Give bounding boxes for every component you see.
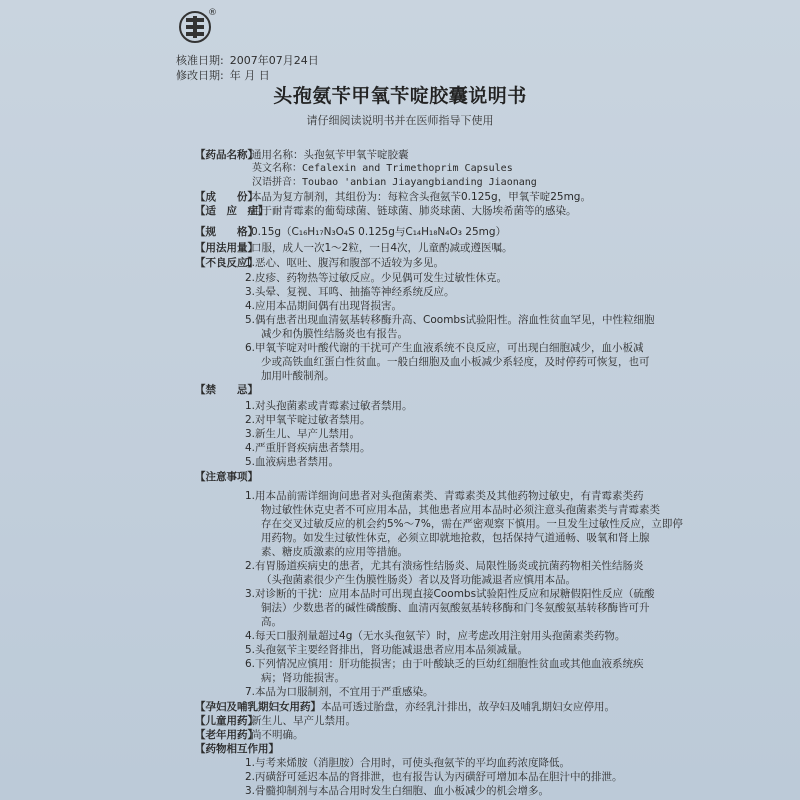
company-logo-icon (178, 10, 212, 44)
indication-label: 【适 应 症】 (195, 205, 269, 217)
caution-line: 素、糖皮质激素的应用等措施。 (261, 546, 408, 558)
indication-text: 用于耐青霉素的葡萄球菌、链球菌、肺炎球菌、大肠埃希菌等的感染。 (251, 205, 577, 217)
pinyin-name: 汉语拼音：Toubao 'anbian Jiayangbianding Jiaonang (252, 177, 537, 188)
english-name: 英文名称：Cefalexin and Trimethoprim Capsules (252, 163, 513, 174)
adverse-row (195, 256, 258, 270)
caution-line: 4.每天口服剂量超过4g（无水头孢氨苄）时，应考虑改用注射用头孢菌素类药物。 (245, 630, 626, 642)
approval-date-label: 核准日期: (176, 54, 224, 67)
adverse-line: 3.头晕、复视、耳鸣、抽搐等神经系统反应。 (245, 286, 455, 298)
caution-line: 铜法）少数患者的碱性磷酸酶、血清丙氨酸氨基转移酶和门冬氨酸氨基转移酶皆可升 (261, 602, 650, 614)
document-title: 头孢氨苄甲氧苄啶胶囊说明书 (273, 85, 527, 107)
document-subtitle: 请仔细阅读说明书并在医师指导下使用 (306, 114, 494, 127)
contra-line: 5.血液病患者禁用。 (245, 456, 340, 468)
adverse-line: 5.偶有患者出现血清氨基转移酶升高、Coombs试验阳性。溶血性贫血罕见，中性粒细胞 (245, 314, 655, 326)
contra-line: 3.新生儿、早产儿禁用。 (245, 428, 361, 440)
indication-row (195, 204, 577, 218)
pregnancy-label: 【孕妇及哺乳期妇女用药】 (195, 701, 321, 713)
adverse-line: 4.应用本品期间偶有出现肾损害。 (245, 300, 403, 312)
adverse-line: 减少和伪膜性结肠炎也有报告。 (261, 328, 408, 340)
caution-line: 3.对诊断的干扰：应用本品时可出现直接Coombs试验阳性反应和尿糖假阳性反应（硫酸 (245, 588, 655, 600)
adverse-line: 1.恶心、呕吐、腹泻和腹部不适较为多见。 (245, 257, 445, 269)
pregnancy-text: 本品可透过胎盘，亦经乳汁排出，故孕妇及哺乳期妇女应停用。 (321, 701, 615, 713)
caution-line: 用药物。如发生过敏性休克，必须立即就地抢救，包括保持气道通畅、吸氧和肾上腺 (261, 532, 650, 544)
interaction-label: 【药物相互作用】 (195, 743, 279, 755)
caution-label: 【注意事项】 (195, 471, 258, 483)
elderly-label: 【老年用药】 (195, 729, 258, 741)
contra-line: 4.严重肝肾疾病患者禁用。 (245, 442, 371, 454)
spec-row (195, 225, 506, 239)
generic-name: 通用名称：头孢氨苄甲氧苄啶胶囊 (251, 149, 409, 161)
caution-line: 病；肾功能损害。 (261, 672, 345, 684)
composition-row (195, 190, 591, 204)
spec-label: 【规 格】 (195, 226, 258, 238)
contra-row (195, 383, 258, 397)
approval-date-row (176, 52, 319, 68)
caution-line: 6.下列情况应慎用：肝功能损害；由于叶酸缺乏的巨幼红细胞性贫血或其他血液系统疾 (245, 658, 644, 670)
spec-text: 0.15g（C₁₆H₁₇N₃O₄S 0.125g与C₁₄H₁₈N₄O₃ 25mg） (251, 226, 507, 238)
adverse-label: 【不良反应】 (195, 257, 258, 269)
caution-line: （头孢菌素很少产生伪膜性肠炎）者以及肾功能减退者应慎用本品。 (261, 574, 576, 586)
children-label: 【儿童用药】 (195, 715, 258, 727)
contra-line: 1.对头孢菌素或青霉素过敏者禁用。 (245, 400, 413, 412)
contra-line: 2.对甲氧苄啶过敏者禁用。 (245, 414, 371, 426)
caution-line: 1.用本品前需详细询问患者对头孢菌素类、青霉素类及其他药物过敏史，有青霉素类药 (245, 490, 644, 502)
children-text: 新生儿、早产儿禁用。 (251, 715, 356, 727)
contra-label: 【禁 忌】 (195, 384, 258, 396)
interaction-line: 3.骨髓抑制剂与本品合用时发生白细胞、血小板减少的机会增多。 (245, 785, 550, 797)
children-row (195, 714, 356, 728)
usage-label: 【用法用量】 (195, 242, 258, 254)
caution-line: 7.本品为口服制剂，不宜用于严重感染。 (245, 686, 434, 698)
adverse-line: 2.皮疹、药物热等过敏反应。少见偶可发生过敏性休克。 (245, 272, 508, 284)
interaction-line: 2.丙磺舒可延迟本品的肾排泄，也有报告认为丙磺舒可增加本品在胆汁中的排泄。 (245, 771, 623, 783)
adverse-line: 少或高铁血红蛋白性贫血。一般白细胞及血小板减少系轻度，及时停药可恢复，也可 (261, 356, 650, 368)
drug-name-label: 【药品名称】 (195, 149, 258, 161)
registered-mark-icon: ® (208, 8, 217, 18)
adverse-line: 6.甲氧苄啶对叶酸代谢的干扰可产生血液系统不良反应，可出现白细胞减少，血小板减 (245, 342, 644, 354)
interaction-row (195, 742, 279, 756)
pregnancy-row (195, 700, 615, 714)
adverse-line: 加用叶酸制剂。 (261, 370, 335, 382)
revision-date-value: 年 月 日 (229, 69, 270, 82)
elderly-text: 尚不明确。 (251, 729, 304, 741)
revision-date-label: 修改日期: (176, 69, 224, 82)
caution-line: 物过敏性休克史者不可应用本品，其他患者应用本品时必须注意头孢菌素类与青霉素类 (261, 504, 660, 516)
elderly-row (195, 728, 304, 742)
composition-label: 【成 份】 (195, 191, 258, 203)
caution-line: 高。 (261, 616, 282, 628)
composition-text: 本品为复方制剂，其组份为：每粒含头孢氨苄0.125g，甲氧苄啶25mg。 (251, 191, 591, 203)
caution-line: 存在交叉过敏反应的机会约5%～7%，需在严密观察下慎用。一旦发生过敏性反应，立即停 (261, 518, 683, 530)
approval-date-value: 2007年07月24日 (229, 54, 319, 67)
caution-line: 2.有胃肠道疾病史的患者，尤其有溃疡性结肠炎、局限性肠炎或抗菌药物相关性结肠炎 (245, 560, 644, 572)
usage-row (195, 241, 513, 255)
caution-row (195, 470, 258, 484)
caution-line: 5.头孢氨苄主要经肾排出，肾功能减退患者应用本品须减量。 (245, 644, 529, 656)
interaction-line: 1.与考来烯胺（消胆胺）合用时，可使头孢氨苄的平均血药浓度降低。 (245, 757, 571, 769)
usage-text: 口服，成人一次1～2粒，一日4次，儿童酌减或遵医嘱。 (251, 242, 513, 254)
drug-name-row (195, 148, 409, 162)
